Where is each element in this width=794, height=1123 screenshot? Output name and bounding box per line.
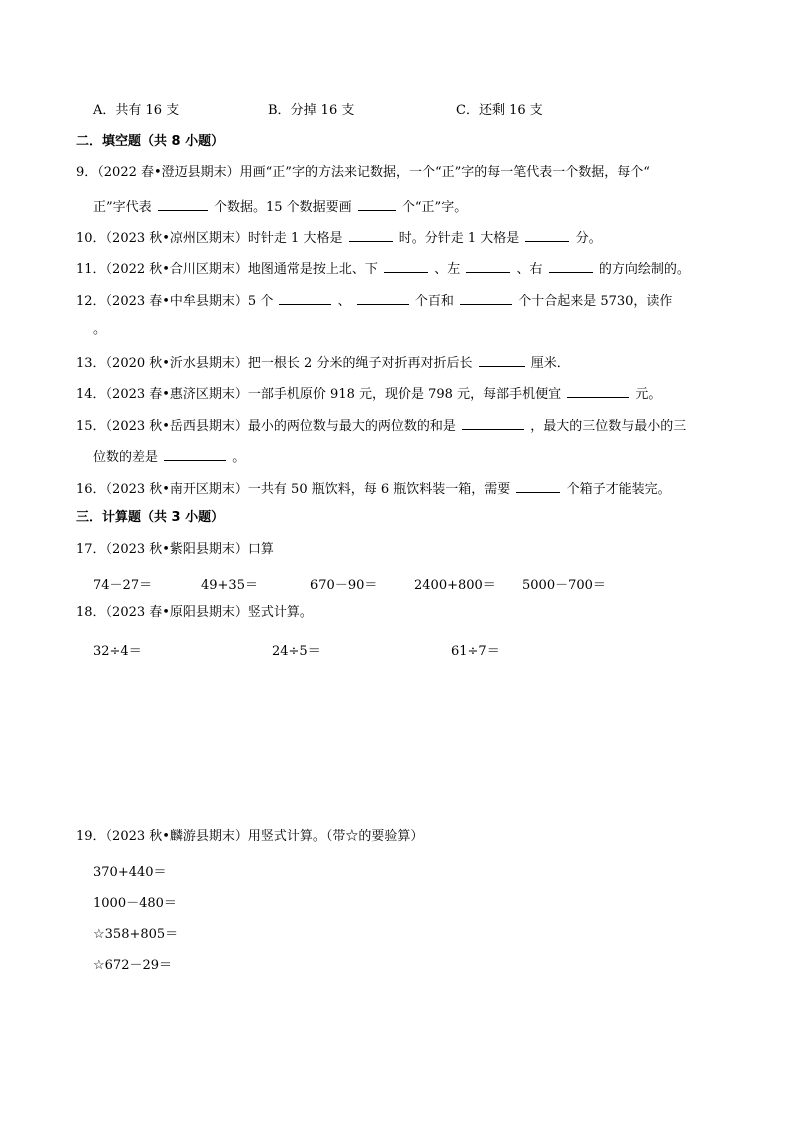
- vertical-calc-item: ☆672－29＝: [93, 958, 173, 973]
- vertical-calc-item: 1000－480＝: [93, 896, 177, 911]
- section-title-fill-blank: 二．填空题（共 8 小题）: [76, 134, 225, 149]
- question-13-text-b: 厘米．: [530, 356, 570, 371]
- question-9-text-b: 个数据。15 个数据要画: [213, 200, 352, 215]
- question-12-line1: [76, 292, 672, 308]
- question-16-text-a: 16．（2023 秋•南开区期末）一共有 50 瓶饮料，每 6 瓶饮料装一箱，需要: [76, 482, 511, 497]
- question-11-text-a: 11．（2022 秋•合川区期末）地图通常是按上北、下: [76, 262, 378, 277]
- oral-calc-item: 2400+800＝: [414, 578, 496, 593]
- question-13: [76, 354, 570, 370]
- question-9-text-a: 正”字代表: [93, 200, 152, 215]
- vertical-calc-item: ☆358+805＝: [93, 927, 179, 942]
- question-18-title: 18．（2023 春•原阳县期末）竖式计算。: [76, 605, 313, 620]
- question-12-line2: 。: [93, 322, 107, 337]
- answer-blank[interactable]: [567, 385, 629, 398]
- question-9-text-c: 个“正”字。: [401, 200, 468, 215]
- answer-blank[interactable]: [549, 260, 593, 273]
- answer-blank[interactable]: [516, 480, 560, 493]
- question-15-line2: [93, 448, 245, 464]
- question-12-text-c: 个百和: [414, 294, 454, 309]
- vertical-calc-item: 61÷7＝: [451, 644, 500, 659]
- answer-blank[interactable]: [349, 229, 393, 242]
- question-14-text-a: 14．（2023 春•惠济区期末）一部手机原价 918 元，现价是 798 元，每部手机便宜: [76, 387, 562, 402]
- question-11-text-b: 、左: [434, 262, 461, 277]
- answer-blank[interactable]: [479, 354, 525, 367]
- question-12-text-a: 12．（2023 春•中牟县期末）5 个: [76, 294, 274, 309]
- option-b: B．分掉 16 支: [268, 103, 355, 118]
- question-10-text-c: 分。: [575, 231, 602, 246]
- question-11: [76, 260, 690, 276]
- vertical-calc-item: 32÷4＝: [93, 644, 142, 659]
- option-c: C．还剩 16 支: [456, 103, 543, 118]
- answer-blank[interactable]: [358, 198, 396, 211]
- question-15-line1: [76, 417, 686, 433]
- answer-blank[interactable]: [466, 260, 510, 273]
- vertical-calc-item: 24÷5＝: [272, 644, 321, 659]
- question-16: [76, 480, 671, 496]
- answer-blank[interactable]: [460, 292, 512, 305]
- question-10-text-b: 时。分针走 1 大格是: [398, 231, 520, 246]
- option-a: A．共有 16 支: [93, 103, 180, 118]
- question-14-text-b: 元。: [635, 387, 662, 402]
- oral-calc-item: 670－90＝: [310, 578, 378, 593]
- answer-blank[interactable]: [279, 292, 331, 305]
- question-11-text-d: 的方向绘制的。: [598, 262, 690, 277]
- oral-calc-item: 74－27＝: [93, 578, 153, 593]
- question-15-text-d: 。: [232, 450, 246, 465]
- question-14: [76, 385, 661, 401]
- question-12-text-b: 、: [337, 294, 351, 309]
- answer-blank[interactable]: [462, 417, 524, 430]
- question-16-text-b: 个箱子才能装完。: [566, 482, 671, 497]
- oral-calc-item: 49+35＝: [201, 578, 258, 593]
- oral-calc-item: 5000－700＝: [522, 578, 606, 593]
- question-13-text-a: 13．（2020 秋•沂水县期末）把一根长 2 分米的绳子对折再对折后长: [76, 356, 473, 371]
- section-title-calculation: 三．计算题（共 3 小题）: [76, 510, 225, 525]
- question-12-text-d: 个十合起来是 5730，读作: [518, 294, 673, 309]
- answer-blank[interactable]: [158, 198, 208, 211]
- question-9-line1: 9．（2022 春•澄迈县期末）用画“正”字的方法来记数据，一个“正”字的每一笔代表一个数据，每个“: [76, 165, 650, 180]
- answer-blank[interactable]: [384, 260, 428, 273]
- question-10: [76, 229, 602, 245]
- question-15-text-a: 15．（2023 秋•岳西县期末）最小的两位数与最大的两位数的和是: [76, 419, 456, 434]
- question-9-line2: [93, 198, 467, 214]
- question-11-text-c: 、右: [516, 262, 543, 277]
- answer-blank[interactable]: [525, 229, 569, 242]
- question-17-title: 17．（2023 秋•紫阳县期末）口算: [76, 542, 274, 557]
- question-15-text-c: 位数的差是: [93, 450, 159, 465]
- question-10-text-a: 10．（2023 秋•凉州区期末）时针走 1 大格是: [76, 231, 343, 246]
- answer-blank[interactable]: [357, 292, 409, 305]
- question-15-text-b: ，最大的三位数与最小的三: [530, 419, 687, 434]
- question-19-title: 19．（2023 秋•麟游县期末）用竖式计算。（带☆的要验算）: [76, 829, 424, 844]
- vertical-calc-item: 370+440＝: [93, 865, 167, 880]
- answer-blank[interactable]: [164, 448, 226, 461]
